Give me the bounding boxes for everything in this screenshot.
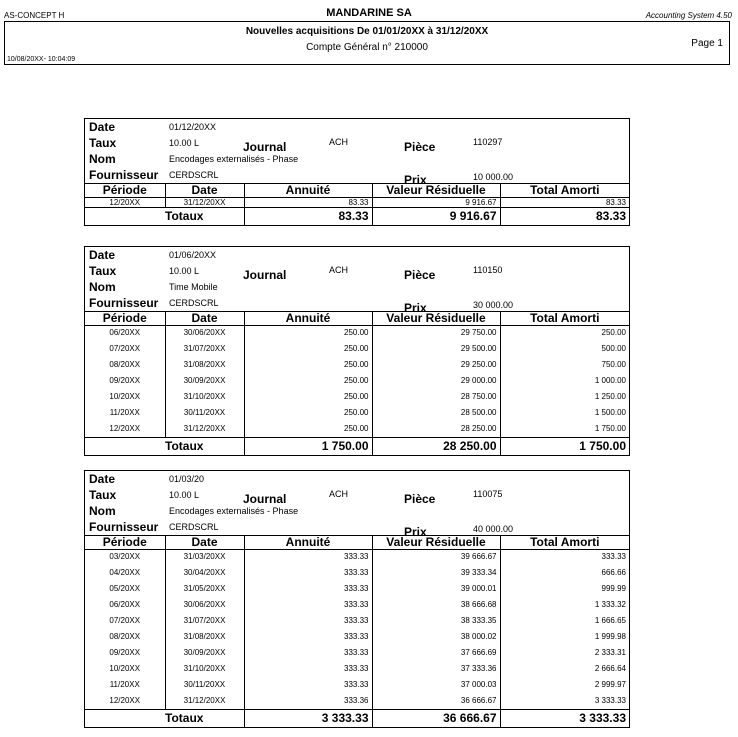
amortization-table xyxy=(85,183,629,225)
row-total-amorti: 2 333.31 xyxy=(500,646,629,662)
row-periode: 06/20XX xyxy=(109,599,141,609)
table-row xyxy=(85,198,629,208)
row-periode: 07/20XX xyxy=(109,343,141,353)
row-date: 31/07/20XX xyxy=(165,614,244,630)
row-valeur-residuelle: 38 000.02 xyxy=(372,630,500,646)
piece-label: Pièce xyxy=(404,140,436,154)
row-periode: 12/20XX xyxy=(109,695,141,705)
col-annuite: Annuité xyxy=(244,536,372,550)
totals-row xyxy=(85,710,629,727)
row-valeur-residuelle: 29 750.00 xyxy=(372,326,500,342)
table-row xyxy=(85,614,629,630)
asset-piece: 110075 xyxy=(473,489,503,499)
table-row xyxy=(85,678,629,694)
system-version: Accounting System 4.50 xyxy=(645,11,732,20)
row-annuite: 333.33 xyxy=(244,598,372,614)
asset-fournisseur: CERDSCRL xyxy=(169,170,219,180)
row-date: 31/10/20XX xyxy=(165,390,244,406)
totals-row xyxy=(85,208,629,225)
row-total-amorti: 666.66 xyxy=(500,566,629,582)
col-total-amorti: Total Amorti xyxy=(500,184,629,198)
row-total-amorti: 3 333.33 xyxy=(500,694,629,710)
row-periode: 11/20XX xyxy=(109,679,140,689)
row-date: 30/06/20XX xyxy=(165,326,244,342)
journal-label: Journal xyxy=(243,268,287,282)
nom-label: Nom xyxy=(89,280,116,294)
report-header-box xyxy=(4,21,730,65)
row-annuite: 250.00 xyxy=(244,358,372,374)
col-total-amorti: Total Amorti xyxy=(500,536,629,550)
taux-label: Taux xyxy=(89,136,117,150)
row-total-amorti: 1 000.00 xyxy=(500,374,629,390)
asset-fournisseur: CERDSCRL xyxy=(169,522,219,532)
row-total-amorti: 1 250.00 xyxy=(500,390,629,406)
row-total-amorti: 1 500.00 xyxy=(500,406,629,422)
row-valeur-residuelle: 39 666.67 xyxy=(372,550,500,566)
table-row xyxy=(85,406,629,422)
row-date: 31/07/20XX xyxy=(165,342,244,358)
total-annuite: 3 333.33 xyxy=(244,710,372,727)
row-annuite: 333.33 xyxy=(244,646,372,662)
asset-date: 01/06/20XX xyxy=(169,250,217,260)
total-annuite: 83.33 xyxy=(244,208,372,225)
col-date: Date xyxy=(165,184,244,198)
table-row xyxy=(85,598,629,614)
col-valeur-residuelle: Valeur Résiduelle xyxy=(372,536,500,550)
col-date: Date xyxy=(165,536,244,550)
row-periode: 03/20XX xyxy=(109,552,141,561)
company-name: MANDARINE SA xyxy=(326,7,412,19)
table-row xyxy=(85,694,629,710)
row-periode: 11/20XX xyxy=(109,407,140,417)
total-annuite: 1 750.00 xyxy=(244,438,372,455)
prix-label: Prix xyxy=(404,301,427,315)
row-annuite: 333.33 xyxy=(244,566,372,582)
total-valeur-residuelle: 28 250.00 xyxy=(372,438,500,455)
row-valeur-residuelle: 9 916.67 xyxy=(372,198,500,208)
asset-date: 01/12/20XX xyxy=(169,122,217,132)
asset-date: 01/03/20 xyxy=(169,474,205,484)
row-periode: 06/20XX xyxy=(109,328,141,337)
row-total-amorti: 2 666.64 xyxy=(500,662,629,678)
table-row xyxy=(85,374,629,390)
row-annuite: 250.00 xyxy=(244,374,372,390)
table-header-row xyxy=(85,312,629,326)
row-total-amorti: 83.33 xyxy=(500,198,629,208)
row-date: 31/12/20XX xyxy=(165,422,244,438)
piece-label: Pièce xyxy=(404,268,436,282)
col-valeur-residuelle: Valeur Résiduelle xyxy=(372,184,500,198)
row-valeur-residuelle: 29 500.00 xyxy=(372,342,500,358)
total-amorti: 3 333.33 xyxy=(500,710,629,727)
table-row xyxy=(85,422,629,438)
row-annuite: 333.33 xyxy=(244,550,372,566)
col-valeur-residuelle: Valeur Résiduelle xyxy=(372,312,500,326)
asset-taux: 10.00 L xyxy=(169,266,200,276)
row-periode: 12/20XX xyxy=(109,423,141,433)
row-date: 31/08/20XX xyxy=(165,630,244,646)
col-periode: Période xyxy=(85,536,165,550)
asset-prix: 30 000.00 xyxy=(473,300,514,310)
asset-fournisseur: CERDSCRL xyxy=(169,298,219,308)
totals-row xyxy=(85,438,629,455)
row-date: 30/04/20XX xyxy=(165,566,244,582)
nom-label: Nom xyxy=(89,504,116,518)
row-date: 31/05/20XX xyxy=(165,582,244,598)
asset-taux: 10.00 L xyxy=(169,490,200,500)
row-date: 31/08/20XX xyxy=(165,358,244,374)
row-annuite: 333.36 xyxy=(244,694,372,710)
row-total-amorti: 750.00 xyxy=(500,358,629,374)
asset-piece: 110150 xyxy=(473,265,503,275)
asset-prix: 10 000.00 xyxy=(473,172,514,182)
piece-label: Pièce xyxy=(404,492,436,506)
fournisseur-label: Fournisseur xyxy=(89,296,159,310)
row-valeur-residuelle: 39 000.01 xyxy=(372,582,500,598)
totals-label: Totaux xyxy=(165,710,244,727)
table-row xyxy=(85,390,629,406)
table-row xyxy=(85,662,629,678)
asset-journal: ACH xyxy=(329,137,349,147)
asset-nom: Encodages externalisés - Phase xyxy=(169,506,299,516)
col-total-amorti: Total Amorti xyxy=(500,312,629,326)
row-total-amorti: 999.99 xyxy=(500,582,629,598)
row-periode: 10/20XX xyxy=(109,391,141,401)
table-row xyxy=(85,630,629,646)
row-date: 30/06/20XX xyxy=(165,598,244,614)
row-total-amorti: 1 333.32 xyxy=(500,598,629,614)
date-label: Date xyxy=(89,472,116,486)
row-periode: 07/20XX xyxy=(109,615,141,625)
row-date: 30/11/20XX xyxy=(165,406,244,422)
asset-nom: Encodages externalisés - Phase xyxy=(169,154,299,164)
row-annuite: 250.00 xyxy=(244,390,372,406)
row-annuite: 333.33 xyxy=(244,582,372,598)
row-valeur-residuelle: 37 333.36 xyxy=(372,662,500,678)
amortization-table xyxy=(85,311,629,455)
row-valeur-residuelle: 38 333.35 xyxy=(372,614,500,630)
row-annuite: 333.33 xyxy=(244,678,372,694)
asset-journal: ACH xyxy=(329,489,349,499)
row-valeur-residuelle: 29 000.00 xyxy=(372,374,500,390)
row-valeur-residuelle: 37 000.03 xyxy=(372,678,500,694)
col-annuite: Annuité xyxy=(244,184,372,198)
row-annuite: 250.00 xyxy=(244,326,372,342)
row-periode: 10/20XX xyxy=(109,663,141,673)
row-valeur-residuelle: 37 666.69 xyxy=(372,646,500,662)
table-header-row xyxy=(85,536,629,550)
row-valeur-residuelle: 36 666.67 xyxy=(372,694,500,710)
date-label: Date xyxy=(89,248,116,262)
journal-label: Journal xyxy=(243,140,287,154)
row-date: 30/11/20XX xyxy=(165,678,244,694)
table-header-row xyxy=(85,184,629,198)
amortization-table xyxy=(85,535,629,727)
total-amorti: 83.33 xyxy=(500,208,629,225)
asset-nom: Time Mobile xyxy=(169,282,218,292)
asset-piece: 110297 xyxy=(473,137,503,147)
row-valeur-residuelle: 38 666.68 xyxy=(372,598,500,614)
row-annuite: 83.33 xyxy=(244,198,372,208)
row-annuite: 250.00 xyxy=(244,342,372,358)
row-valeur-residuelle: 29 250.00 xyxy=(372,358,500,374)
asset-journal: ACH xyxy=(329,265,349,275)
taux-label: Taux xyxy=(89,488,117,502)
nom-label: Nom xyxy=(89,152,116,166)
table-row xyxy=(85,326,629,342)
row-date: 31/10/20XX xyxy=(165,662,244,678)
table-row xyxy=(85,550,629,566)
asset-block xyxy=(84,246,630,456)
total-amorti: 1 750.00 xyxy=(500,438,629,455)
row-total-amorti: 1 666.65 xyxy=(500,614,629,630)
row-periode: 08/20XX xyxy=(109,631,141,641)
report-code: AS-CONCEPT H xyxy=(4,11,65,20)
row-periode: 05/20XX xyxy=(109,583,141,593)
row-periode: 09/20XX xyxy=(109,647,141,657)
report-title: Nouvelles acquisitions De 01/01/20XX à 31/12/20XX xyxy=(245,26,489,37)
row-periode: 12/20XX xyxy=(109,198,141,207)
col-annuite: Annuité xyxy=(244,312,372,326)
table-row xyxy=(85,342,629,358)
row-date: 31/12/20XX xyxy=(165,694,244,710)
row-total-amorti: 333.33 xyxy=(500,550,629,566)
row-valeur-residuelle: 28 250.00 xyxy=(372,422,500,438)
total-valeur-residuelle: 36 666.67 xyxy=(372,710,500,727)
asset-block xyxy=(84,470,630,728)
prix-label: Prix xyxy=(404,173,427,187)
prix-label: Prix xyxy=(404,525,427,539)
totals-label: Totaux xyxy=(165,438,244,455)
col-periode: Période xyxy=(85,184,165,198)
fournisseur-label: Fournisseur xyxy=(89,168,159,182)
table-row xyxy=(85,582,629,598)
journal-label: Journal xyxy=(243,492,287,506)
row-annuite: 250.00 xyxy=(244,406,372,422)
row-valeur-residuelle: 28 500.00 xyxy=(372,406,500,422)
col-periode: Période xyxy=(85,312,165,326)
col-date: Date xyxy=(165,312,244,326)
row-annuite: 250.00 xyxy=(244,422,372,438)
row-total-amorti: 1 750.00 xyxy=(500,422,629,438)
print-datetime: 10/08/20XX- 10:04:09 xyxy=(7,56,76,63)
row-valeur-residuelle: 39 333.34 xyxy=(372,566,500,582)
asset-prix: 40 000.00 xyxy=(473,524,514,534)
date-label: Date xyxy=(89,120,116,134)
row-total-amorti: 500.00 xyxy=(500,342,629,358)
row-valeur-residuelle: 28 750.00 xyxy=(372,390,500,406)
table-row xyxy=(85,358,629,374)
page-number: Page 1 xyxy=(691,38,723,49)
table-row xyxy=(85,566,629,582)
row-date: 31/03/20XX xyxy=(165,550,244,566)
row-periode: 09/20XX xyxy=(109,375,141,385)
asset-taux: 10.00 L xyxy=(169,138,200,148)
taux-label: Taux xyxy=(89,264,117,278)
row-date: 30/09/20XX xyxy=(165,374,244,390)
row-annuite: 333.33 xyxy=(244,614,372,630)
fournisseur-label: Fournisseur xyxy=(89,520,159,534)
row-total-amorti: 2 999.97 xyxy=(500,678,629,694)
report-subtitle: Compte Général n° 210000 xyxy=(306,42,428,53)
row-total-amorti: 1 999.98 xyxy=(500,630,629,646)
table-row xyxy=(85,646,629,662)
total-valeur-residuelle: 9 916.67 xyxy=(372,208,500,225)
asset-block xyxy=(84,118,630,226)
row-periode: 08/20XX xyxy=(109,359,141,369)
row-annuite: 333.33 xyxy=(244,662,372,678)
row-date: 30/09/20XX xyxy=(165,646,244,662)
row-annuite: 333.33 xyxy=(244,630,372,646)
row-periode: 04/20XX xyxy=(109,567,141,577)
totals-label: Totaux xyxy=(165,208,244,225)
row-total-amorti: 250.00 xyxy=(500,326,629,342)
row-date: 31/12/20XX xyxy=(165,198,244,208)
